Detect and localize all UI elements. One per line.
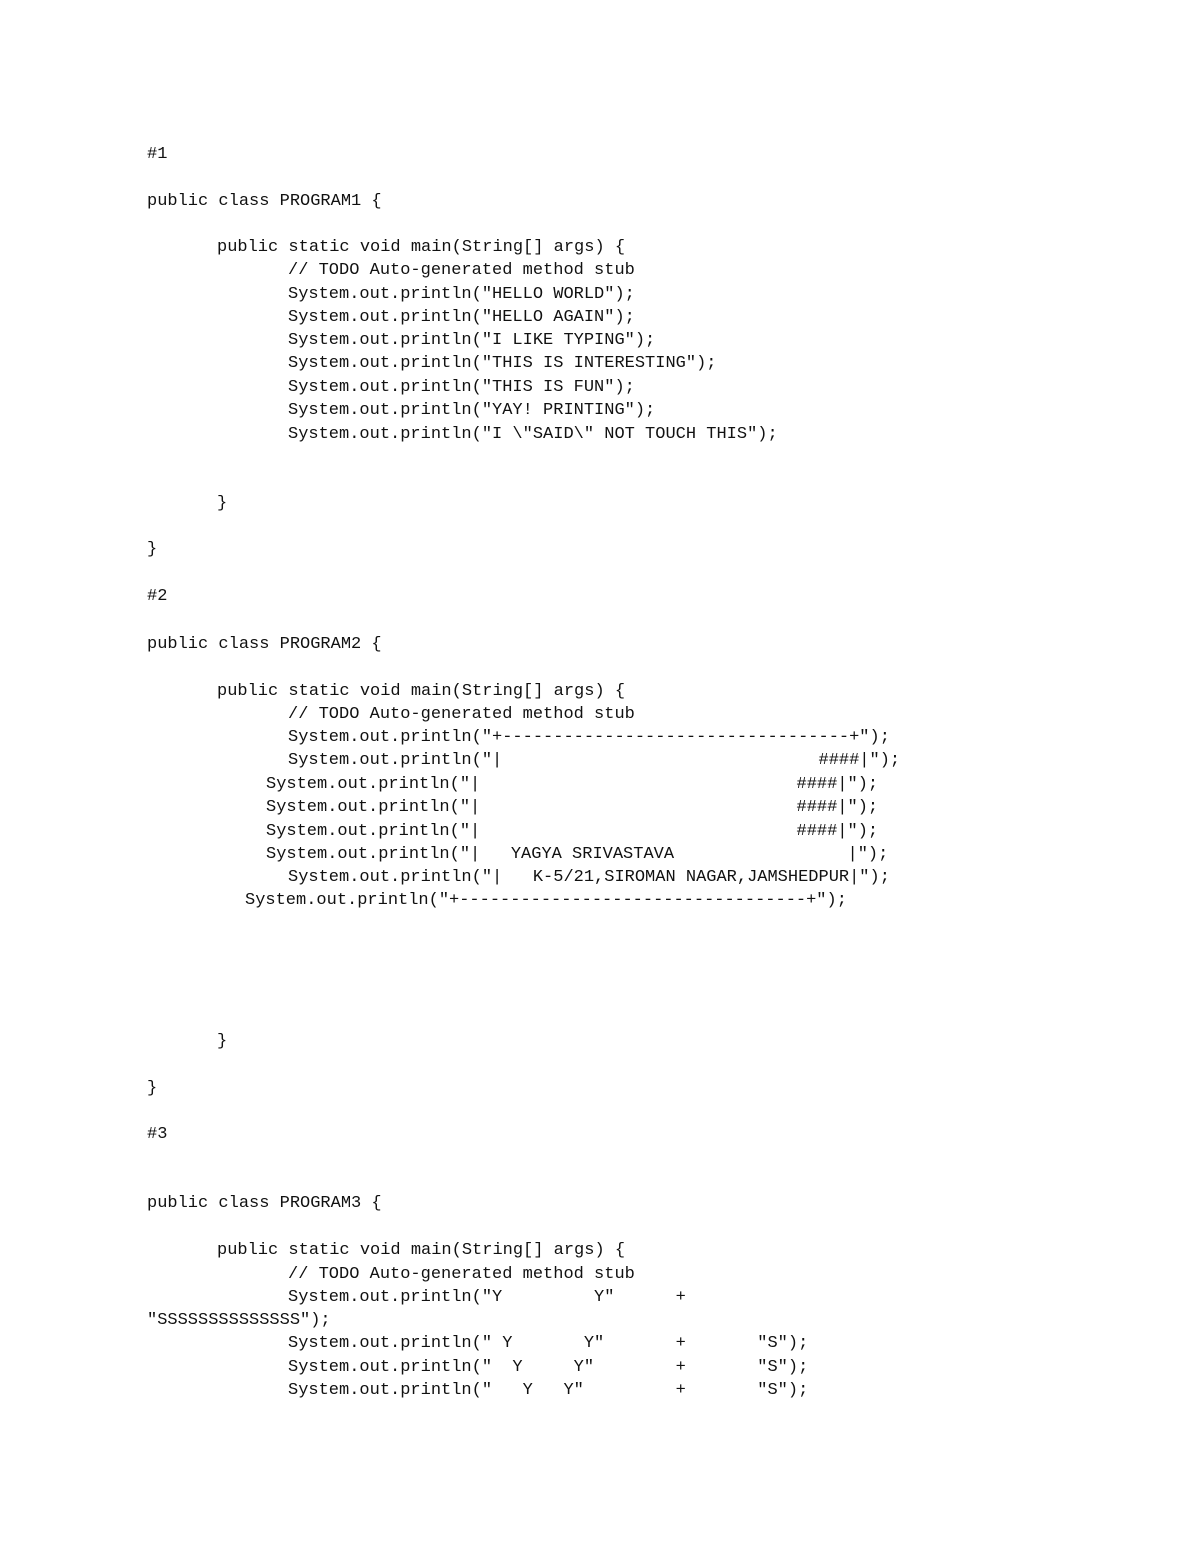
code-line: System.out.println("THIS IS INTERESTING"); <box>288 354 717 373</box>
code-line: System.out.println("HELLO AGAIN"); <box>288 308 635 327</box>
method-declaration-1: public static void main(String[] args) { <box>217 238 626 257</box>
section-heading-3: #3 <box>147 1125 168 1144</box>
code-line: System.out.println("| ####|"); <box>288 751 901 770</box>
method-close-brace-1: } <box>217 494 228 513</box>
method-close-brace-2: } <box>217 1032 228 1051</box>
code-comment-1: // TODO Auto-generated method stub <box>288 261 635 280</box>
class-declaration-3: public class PROGRAM3 { <box>147 1194 382 1213</box>
code-line: System.out.println(" Y Y" + "S"); <box>288 1381 809 1400</box>
section-heading-2: #2 <box>147 587 168 606</box>
code-line: System.out.println("I \"SAID\" NOT TOUCH THIS"); <box>288 425 778 444</box>
code-line: System.out.println("Y Y" + <box>288 1288 686 1307</box>
code-line: System.out.println(" Y Y" + "S"); <box>288 1358 809 1377</box>
code-line: System.out.println("+----------------------------------+"); <box>245 891 847 910</box>
code-comment-3: // TODO Auto-generated method stub <box>288 1265 635 1284</box>
code-comment-2: // TODO Auto-generated method stub <box>288 705 635 724</box>
class-close-brace-2: } <box>147 1079 158 1098</box>
code-line: System.out.println("| K-5/21,SIROMAN NAGAR,JAMSHEDPUR|"); <box>288 868 890 887</box>
method-declaration-3: public static void main(String[] args) { <box>217 1241 626 1260</box>
code-line: System.out.println("| ####|"); <box>266 798 879 817</box>
class-declaration-2: public class PROGRAM2 { <box>147 635 382 654</box>
code-line: System.out.println("+----------------------------------+"); <box>288 728 890 747</box>
method-declaration-2: public static void main(String[] args) { <box>217 682 626 701</box>
code-line: System.out.println("HELLO WORLD"); <box>288 285 635 304</box>
section-heading-1: #1 <box>147 145 168 164</box>
code-line: System.out.println("I LIKE TYPING"); <box>288 331 656 350</box>
code-line: System.out.println("| ####|"); <box>266 775 879 794</box>
class-close-brace-1: } <box>147 540 158 559</box>
class-declaration-1: public class PROGRAM1 { <box>147 192 382 211</box>
code-line: System.out.println(" Y Y" + "S"); <box>288 1334 809 1353</box>
code-line: System.out.println("THIS IS FUN"); <box>288 378 635 397</box>
code-line-continuation: "SSSSSSSSSSSSSS"); <box>147 1311 331 1330</box>
code-line: System.out.println("| YAGYA SRIVASTAVA |"); <box>266 845 889 864</box>
code-line: System.out.println("YAY! PRINTING"); <box>288 401 656 420</box>
code-line: System.out.println("| ####|"); <box>266 822 879 841</box>
